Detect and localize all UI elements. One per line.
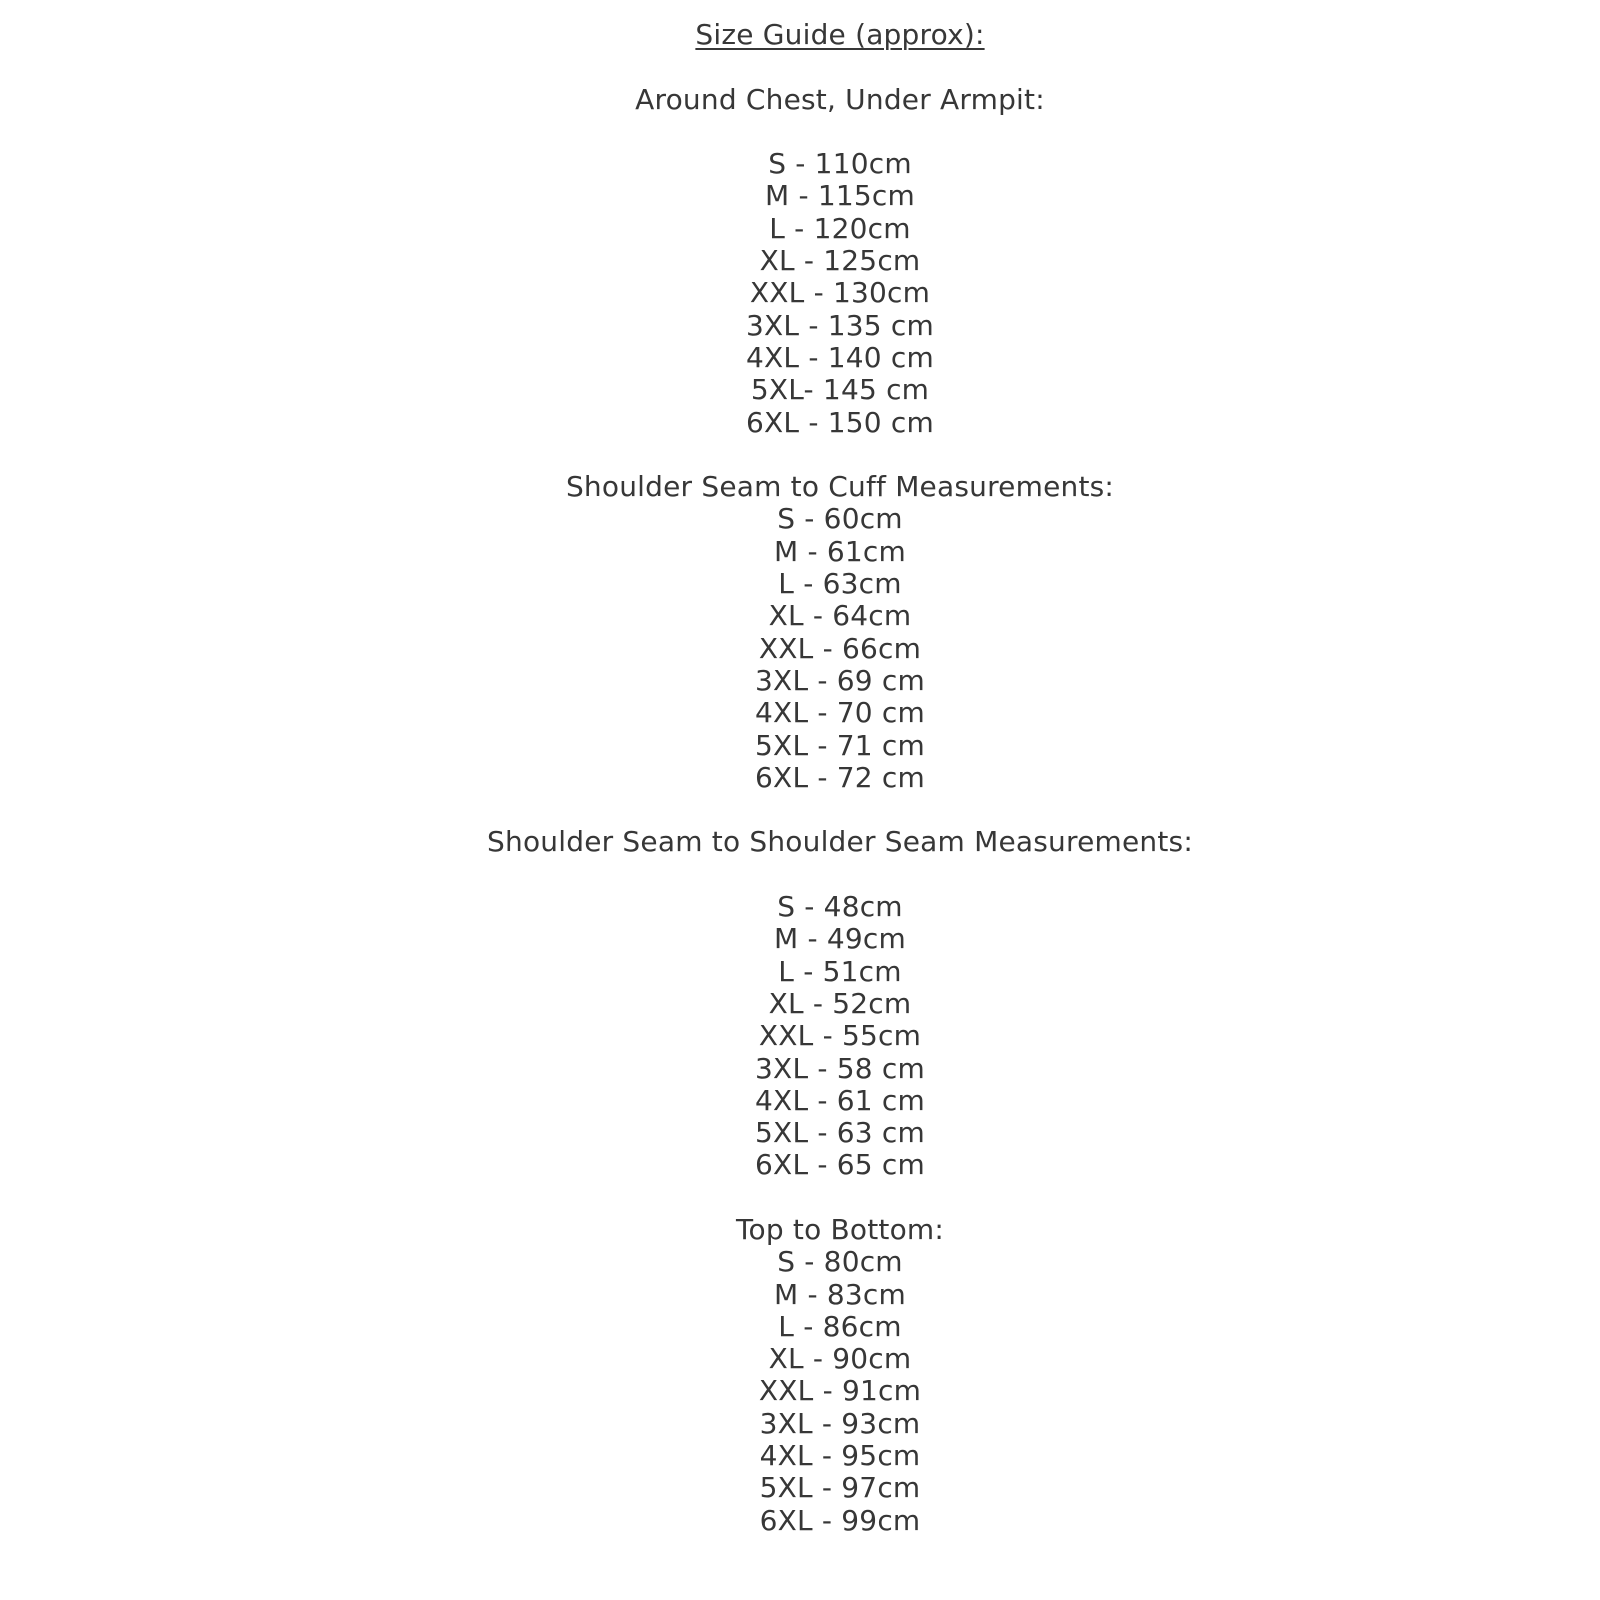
section-heading: Top to Bottom:: [735, 1212, 945, 1246]
size-item: 4XL - 140 cm: [746, 340, 934, 374]
section-heading: Around Chest, Under Armpit:: [635, 82, 1045, 116]
size-item: 6XL - 65 cm: [755, 1148, 925, 1182]
size-item: M - 49cm: [774, 922, 906, 956]
size-item: L - 120cm: [769, 211, 911, 245]
size-item: M - 61cm: [774, 534, 906, 568]
size-item: 3XL - 93cm: [759, 1406, 921, 1440]
size-item: 3XL - 69 cm: [755, 663, 925, 697]
size-item: XL - 64cm: [768, 599, 912, 633]
size-item: 5XL- 145 cm: [750, 373, 930, 407]
size-item: S - 60cm: [777, 502, 903, 536]
size-item: S - 110cm: [768, 147, 912, 181]
page-title: Size Guide (approx):: [695, 18, 985, 51]
section-around-chest: [80, 84, 1600, 439]
size-item: S - 80cm: [777, 1245, 903, 1279]
size-item: XXL - 91cm: [758, 1374, 922, 1408]
size-item: XXL - 55cm: [758, 1019, 922, 1053]
size-item: L - 51cm: [778, 954, 902, 988]
size-item: 3XL - 135 cm: [746, 308, 934, 342]
size-item: 4XL - 61 cm: [755, 1083, 925, 1117]
section-heading: Shoulder Seam to Cuff Measurements:: [565, 470, 1115, 504]
size-item: L - 63cm: [778, 567, 902, 601]
size-item: 6XL - 150 cm: [746, 405, 934, 439]
size-item: 6XL - 72 cm: [755, 760, 925, 794]
size-item: 5XL - 71 cm: [755, 728, 925, 762]
size-item: 5XL - 97cm: [759, 1471, 921, 1505]
size-item: M - 115cm: [765, 179, 915, 213]
size-item: XXL - 66cm: [758, 631, 922, 665]
section-seam-to-seam: [80, 826, 1600, 1181]
section-heading: Shoulder Seam to Shoulder Seam Measurements:: [487, 825, 1193, 859]
size-item: S - 48cm: [777, 890, 903, 924]
size-item: 4XL - 70 cm: [755, 696, 925, 730]
size-item: XL - 125cm: [759, 244, 921, 278]
section-seam-to-cuff: [80, 471, 1600, 794]
size-item: 5XL - 63 cm: [755, 1116, 925, 1150]
size-item: 3XL - 58 cm: [755, 1051, 925, 1085]
size-item: XL - 90cm: [768, 1342, 912, 1376]
size-item: 6XL - 99cm: [759, 1503, 921, 1537]
size-item: 4XL - 95cm: [759, 1439, 921, 1473]
size-item: L - 86cm: [778, 1309, 902, 1343]
size-item: XXL - 130cm: [749, 276, 931, 310]
section-top-to-bottom: [80, 1214, 1600, 1537]
size-item: M - 83cm: [774, 1277, 906, 1311]
size-item: XL - 52cm: [768, 986, 912, 1020]
